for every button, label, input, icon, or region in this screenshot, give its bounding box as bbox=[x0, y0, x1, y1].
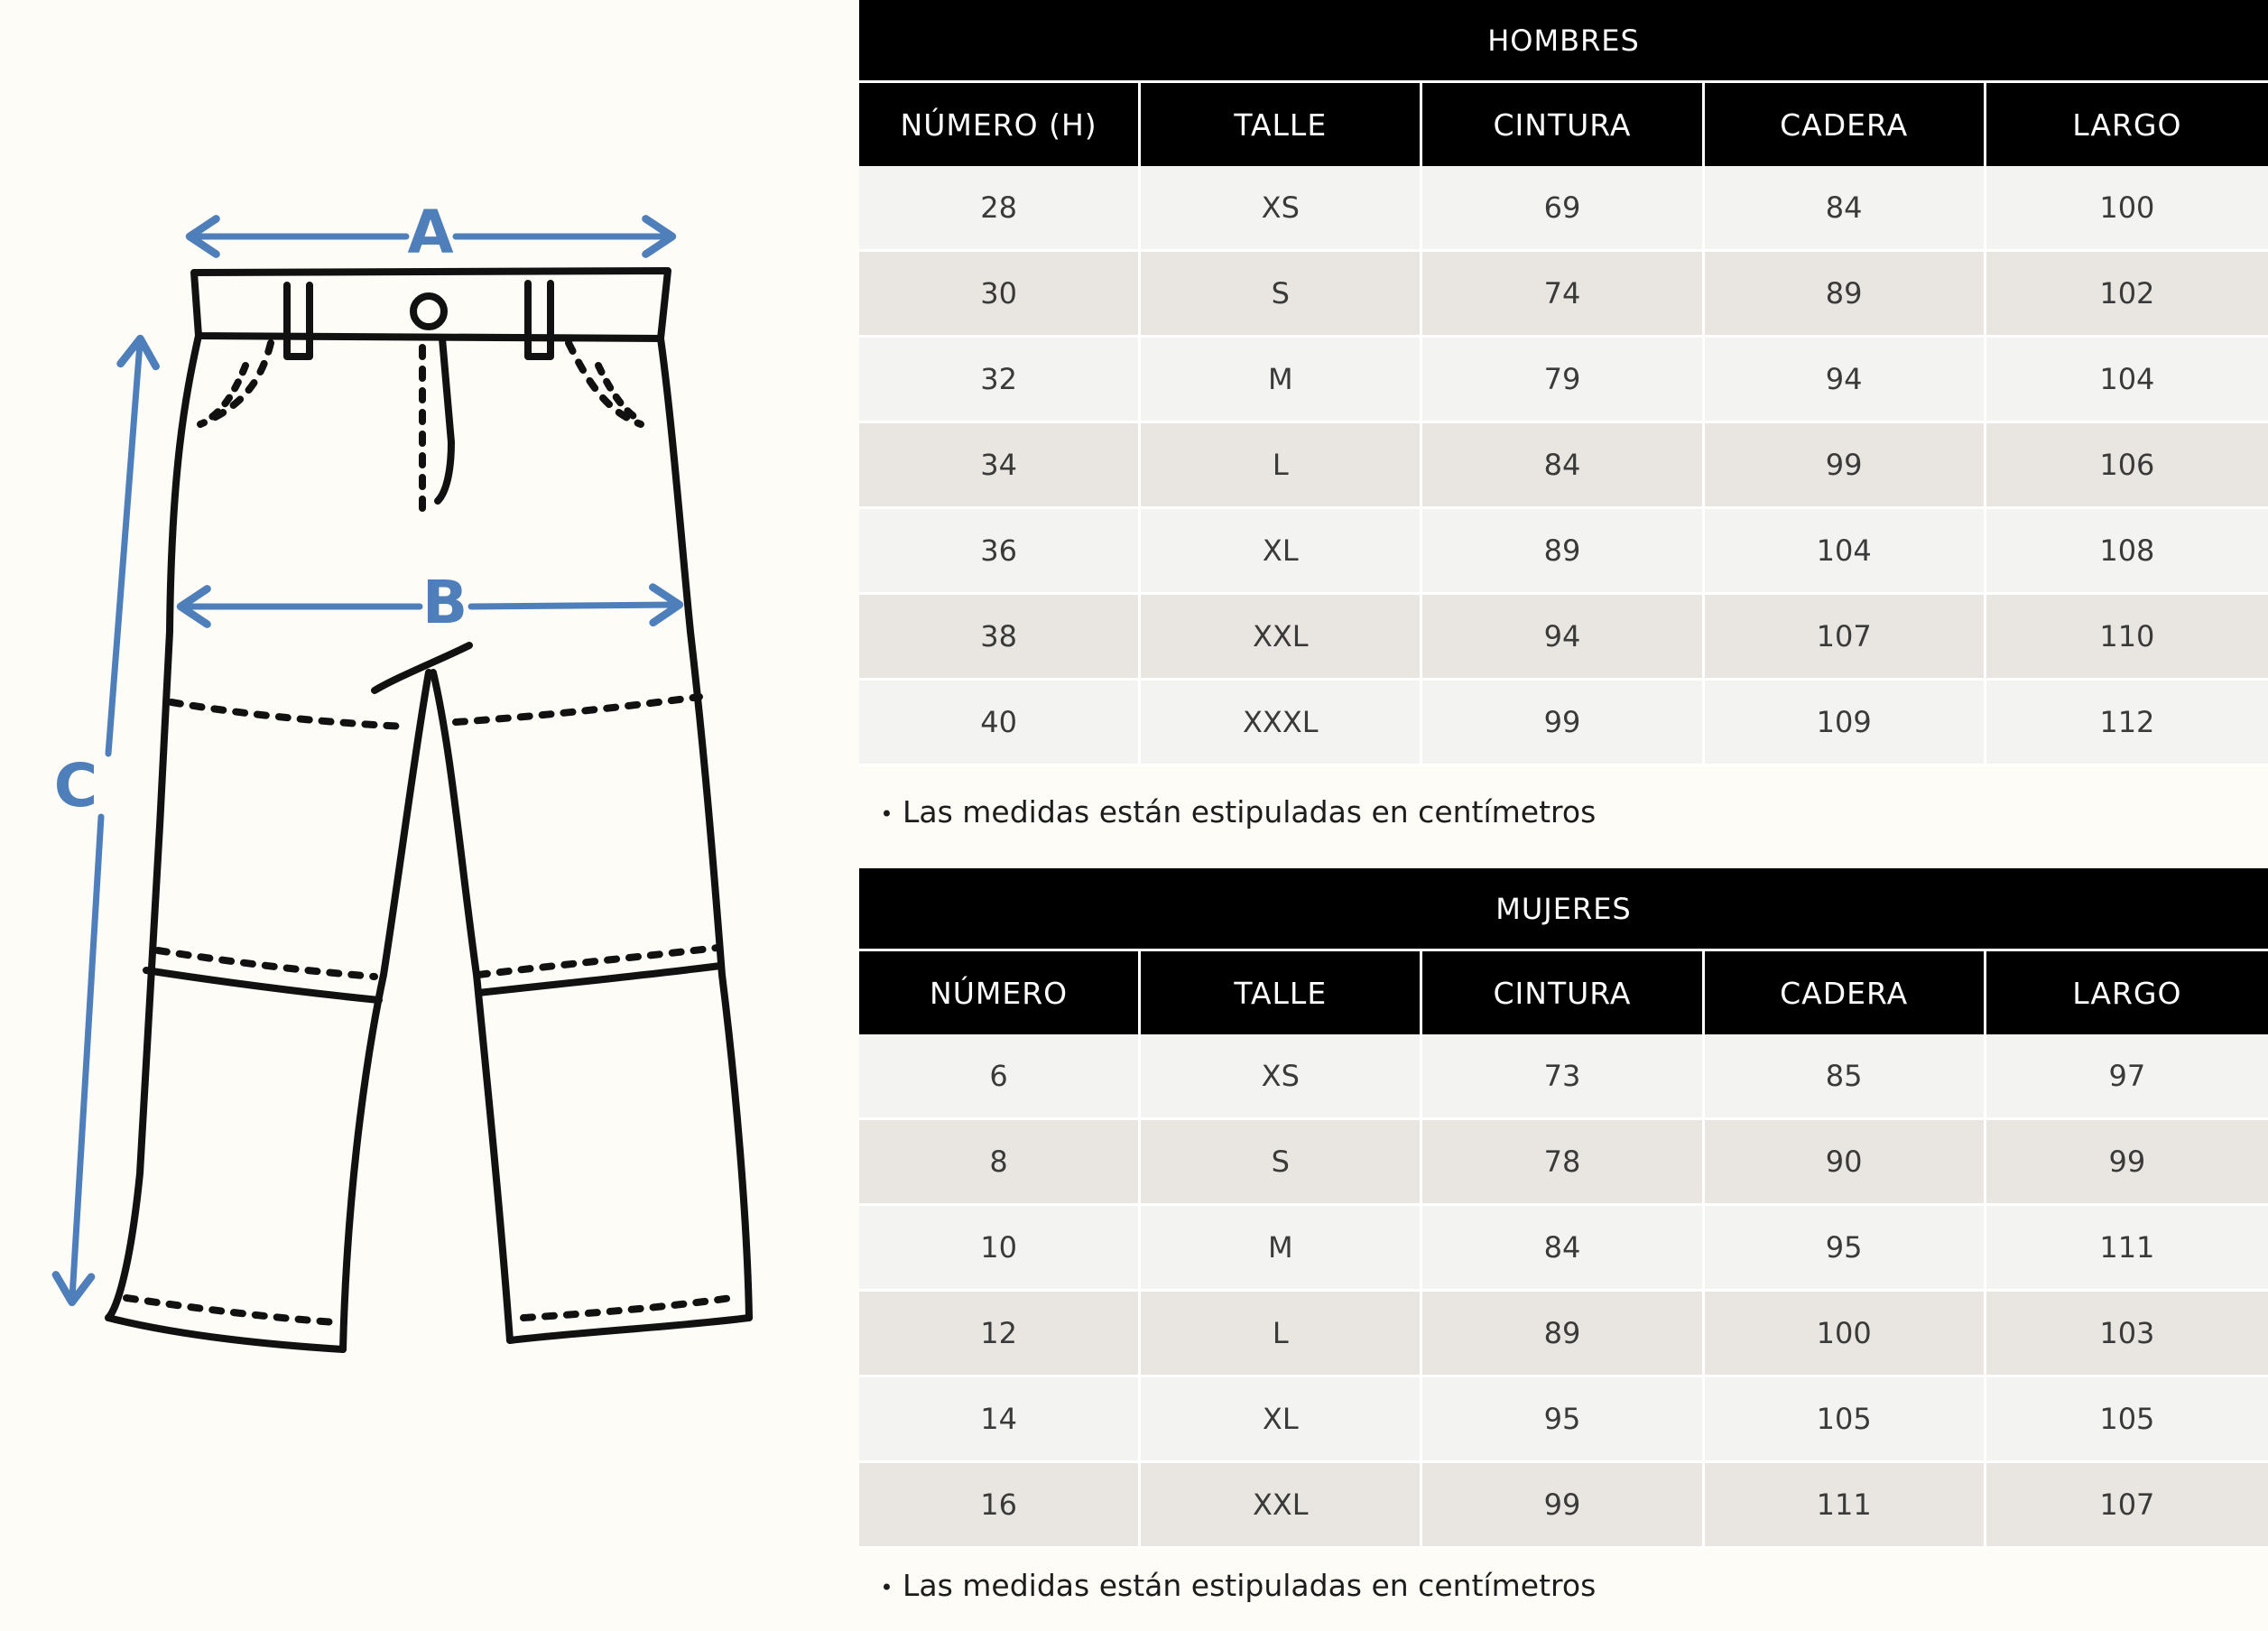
table-cell: 78 bbox=[1422, 1120, 1704, 1206]
table-cell: S bbox=[1141, 1120, 1422, 1206]
table-cell: 107 bbox=[1986, 1463, 2268, 1549]
table-row bbox=[859, 1292, 2268, 1377]
table-cell: 111 bbox=[1986, 1206, 2268, 1292]
pants-outline bbox=[108, 271, 749, 1349]
table-cell: 99 bbox=[1986, 1120, 2268, 1206]
column-header: NÚMERO (H) bbox=[859, 83, 1141, 166]
table-cell: 108 bbox=[1986, 509, 2268, 595]
table-cell: 28 bbox=[859, 166, 1141, 252]
table-cell: 95 bbox=[1705, 1206, 1986, 1292]
table-cell: 14 bbox=[859, 1377, 1141, 1463]
table-cell: 103 bbox=[1986, 1292, 2268, 1377]
table-cell: M bbox=[1141, 338, 1422, 423]
table-row bbox=[859, 252, 2268, 338]
table-cell: 6 bbox=[859, 1034, 1141, 1120]
table-row bbox=[859, 338, 2268, 423]
table-cell: 84 bbox=[1705, 166, 1986, 252]
table-cell: 85 bbox=[1705, 1034, 1986, 1120]
table-cell: 30 bbox=[859, 252, 1141, 338]
table-row bbox=[859, 1120, 2268, 1206]
women-table-title: MUJERES bbox=[859, 868, 2268, 951]
arrow-c-down bbox=[72, 817, 101, 1298]
table-cell: 99 bbox=[1422, 1463, 1704, 1549]
table-row bbox=[859, 1463, 2268, 1549]
table-cell: L bbox=[1141, 1292, 1422, 1377]
column-header: CADERA bbox=[1705, 951, 1986, 1034]
table-cell: XL bbox=[1141, 509, 1422, 595]
table-row bbox=[859, 1034, 2268, 1120]
bullet-icon: • bbox=[880, 801, 893, 827]
men-table-title: HOMBRES bbox=[859, 0, 2268, 83]
table-cell: 104 bbox=[1986, 338, 2268, 423]
table-cell: 94 bbox=[1422, 595, 1704, 681]
table-cell: 34 bbox=[859, 423, 1141, 509]
table-cell: XXL bbox=[1141, 1463, 1422, 1549]
table-cell: 79 bbox=[1422, 338, 1704, 423]
column-header: LARGO bbox=[1986, 951, 2268, 1034]
table-row bbox=[859, 681, 2268, 766]
table-cell: 100 bbox=[1705, 1292, 1986, 1377]
table-cell: S bbox=[1141, 252, 1422, 338]
table-cell: 94 bbox=[1705, 338, 1986, 423]
table-cell: XS bbox=[1141, 166, 1422, 252]
table-row bbox=[859, 1377, 2268, 1463]
table-cell: 84 bbox=[1422, 1206, 1704, 1292]
bullet-icon: • bbox=[880, 1574, 893, 1600]
table-cell: 36 bbox=[859, 509, 1141, 595]
table-row bbox=[859, 1206, 2268, 1292]
note-text: Las medidas están estipuladas en centímetros bbox=[903, 794, 1597, 829]
column-header: CINTURA bbox=[1422, 83, 1704, 166]
table-cell: 106 bbox=[1986, 423, 2268, 509]
pants-measurement-diagram bbox=[0, 0, 857, 1631]
table-cell: XS bbox=[1141, 1034, 1422, 1120]
table-cell: 12 bbox=[859, 1292, 1141, 1377]
table-cell: 38 bbox=[859, 595, 1141, 681]
table-cell: 74 bbox=[1422, 252, 1704, 338]
column-header: NÚMERO bbox=[859, 951, 1141, 1034]
table-cell: 110 bbox=[1986, 595, 2268, 681]
column-header: CADERA bbox=[1705, 83, 1986, 166]
table-cell: 10 bbox=[859, 1206, 1141, 1292]
table-cell: 89 bbox=[1422, 1292, 1704, 1377]
table-cell: XL bbox=[1141, 1377, 1422, 1463]
men-size-table bbox=[859, 0, 2268, 766]
column-header: CINTURA bbox=[1422, 951, 1704, 1034]
women-size-table bbox=[859, 868, 2268, 1549]
men-measurement-note bbox=[871, 794, 1596, 829]
table-cell: 109 bbox=[1705, 681, 1986, 766]
table-cell: 16 bbox=[859, 1463, 1141, 1549]
table-cell: L bbox=[1141, 423, 1422, 509]
table-cell: 104 bbox=[1705, 509, 1986, 595]
table-cell: 99 bbox=[1705, 423, 1986, 509]
arrow-b-right bbox=[471, 605, 675, 607]
women-measurement-note bbox=[871, 1568, 1596, 1603]
table-cell: 40 bbox=[859, 681, 1141, 766]
table-cell: 8 bbox=[859, 1120, 1141, 1206]
table-cell: 111 bbox=[1705, 1463, 1986, 1549]
table-cell: 89 bbox=[1705, 252, 1986, 338]
table-cell: 89 bbox=[1422, 509, 1704, 595]
table-row bbox=[859, 166, 2268, 252]
arrow-c-up bbox=[108, 343, 140, 754]
stitching-lines bbox=[126, 343, 731, 1322]
table-cell: 99 bbox=[1422, 681, 1704, 766]
label-b: B bbox=[421, 568, 468, 637]
table-cell: 84 bbox=[1422, 423, 1704, 509]
table-cell: 112 bbox=[1986, 681, 2268, 766]
label-c: C bbox=[53, 751, 98, 820]
column-header: LARGO bbox=[1986, 83, 2268, 166]
note-text: Las medidas están estipuladas en centímetros bbox=[903, 1568, 1597, 1603]
table-cell: M bbox=[1141, 1206, 1422, 1292]
table-cell: 105 bbox=[1705, 1377, 1986, 1463]
table-cell: 95 bbox=[1422, 1377, 1704, 1463]
table-cell: 69 bbox=[1422, 166, 1704, 252]
table-cell: 100 bbox=[1986, 166, 2268, 252]
table-cell: 107 bbox=[1705, 595, 1986, 681]
column-header: TALLE bbox=[1141, 951, 1422, 1034]
label-a: A bbox=[407, 198, 454, 267]
table-cell: XXL bbox=[1141, 595, 1422, 681]
table-cell: 90 bbox=[1705, 1120, 1986, 1206]
table-row bbox=[859, 509, 2268, 595]
table-row bbox=[859, 595, 2268, 681]
table-cell: 105 bbox=[1986, 1377, 2268, 1463]
table-cell: 73 bbox=[1422, 1034, 1704, 1120]
column-header: TALLE bbox=[1141, 83, 1422, 166]
table-cell: 32 bbox=[859, 338, 1141, 423]
table-cell: 97 bbox=[1986, 1034, 2268, 1120]
table-row bbox=[859, 423, 2268, 509]
table-cell: XXXL bbox=[1141, 681, 1422, 766]
table-cell: 102 bbox=[1986, 252, 2268, 338]
